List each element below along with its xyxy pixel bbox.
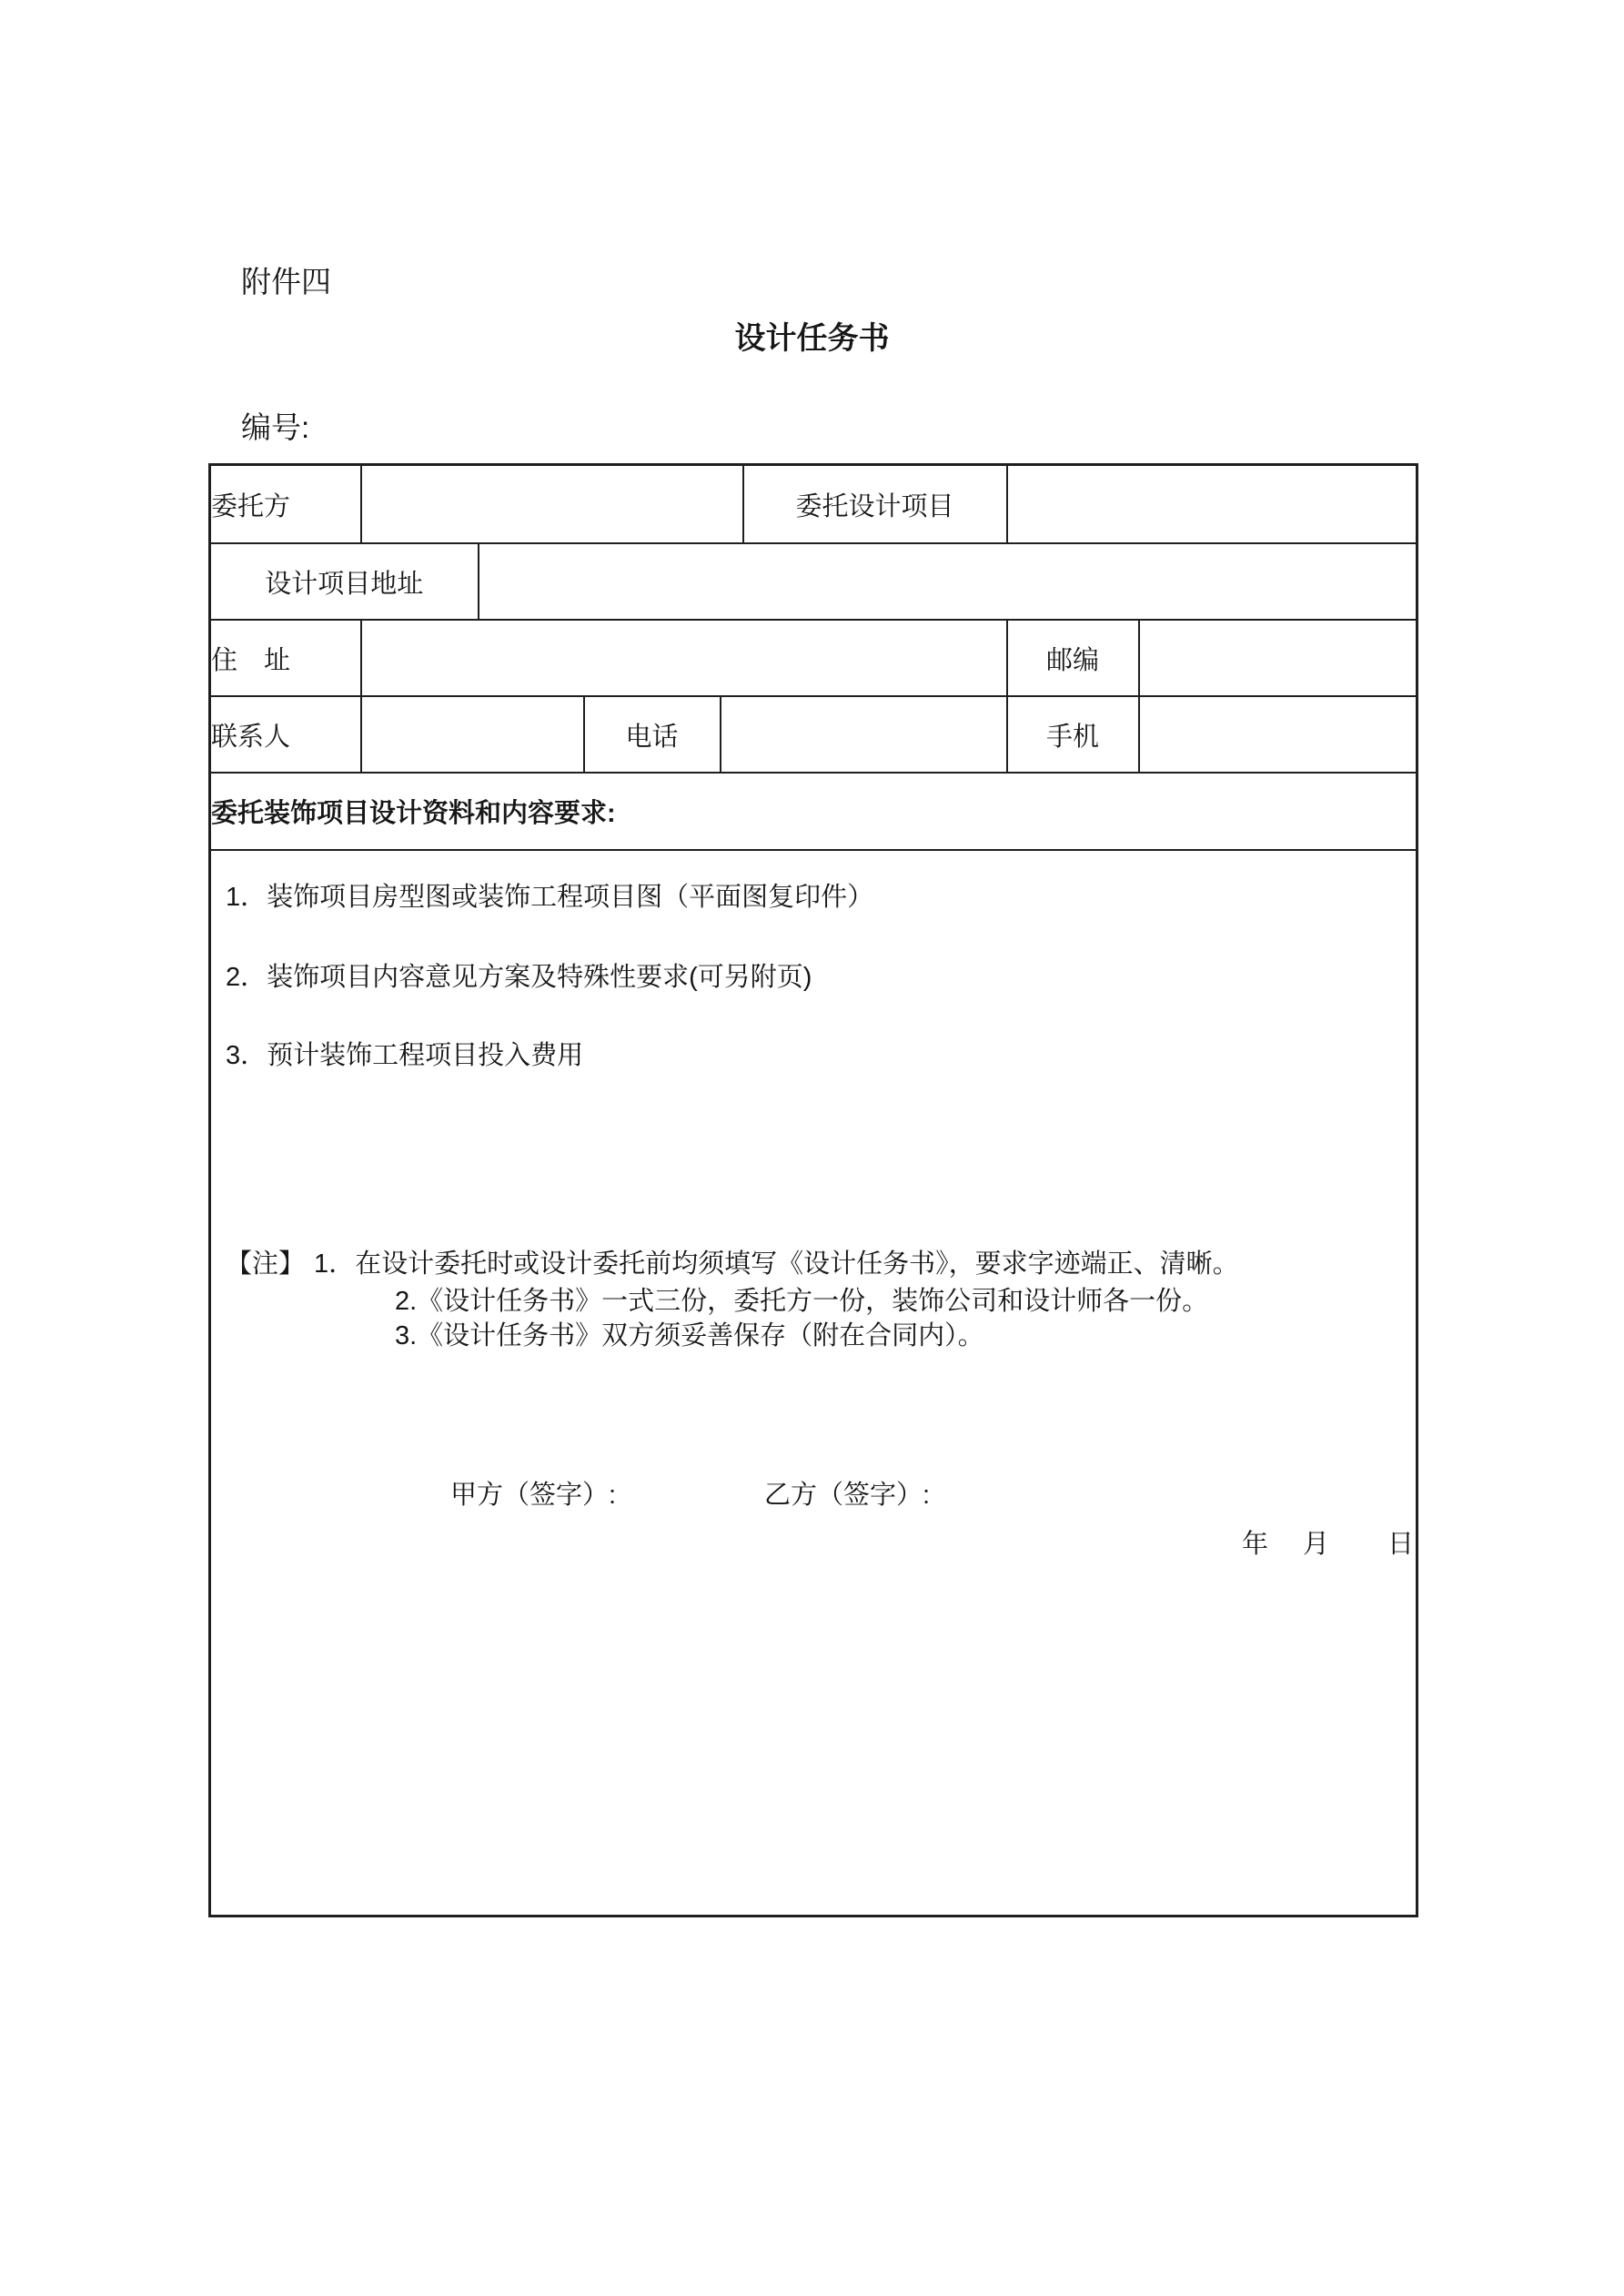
table-row [210, 620, 1417, 696]
phone-label: 电话 [584, 696, 721, 773]
serial-number-label: 编号: [241, 410, 310, 444]
requirements-content-cell[interactable] [210, 850, 1417, 1917]
project-label: 委托设计项目 [743, 465, 1007, 544]
requirement-item-1: 1．装饰项目房型图或装饰工程项目图（平面图复印件） [226, 883, 874, 912]
mobile-label: 手机 [1007, 696, 1139, 773]
table-row [210, 696, 1417, 773]
postcode-label: 邮编 [1007, 620, 1139, 696]
residence-label: 住 址 [210, 620, 361, 696]
site-address-label: 设计项目地址 [210, 543, 479, 620]
note-tag: 【注】 [226, 1249, 306, 1279]
contact-field[interactable] [361, 696, 584, 773]
note-line-2: 2.《设计任务书》一式三份，委托方一份，装饰公司和设计师各一份。 [395, 1287, 1209, 1316]
party-b-signature-label: 乙方（签字）: [764, 1481, 931, 1510]
requirement-item-3: 3．预计装饰工程项目投入费用 [226, 1041, 584, 1070]
day-label: 日 [1387, 1530, 1415, 1559]
client-label: 委托方 [210, 465, 361, 544]
phone-field[interactable] [721, 696, 1007, 773]
requirements-header: 委托装饰项目设计资料和内容要求: [210, 773, 1417, 850]
table-row [210, 465, 1417, 544]
party-a-signature-label: 甲方（签字）: [450, 1481, 617, 1510]
date-line [1242, 1528, 1414, 1561]
month-label: 月 [1303, 1530, 1330, 1559]
contact-label: 联系人 [210, 696, 361, 773]
table-row [210, 850, 1417, 1917]
postcode-field[interactable] [1139, 620, 1417, 696]
requirement-item-2: 2．装饰项目内容意见方案及特殊性要求(可另附页) [226, 963, 812, 992]
year-label: 年 [1242, 1530, 1269, 1559]
note-line-1 [226, 1248, 1239, 1280]
site-address-field[interactable] [479, 543, 1417, 620]
page-title: 设计任务书 [734, 321, 890, 356]
attachment-label: 附件四 [241, 265, 331, 298]
mobile-field[interactable] [1139, 696, 1417, 773]
note-text-1: 1．在设计委托时或设计委托前均须填写《设计任务书》，要求字迹端正、清晰。 [314, 1249, 1239, 1279]
design-task-form-table [208, 463, 1418, 1917]
client-field[interactable] [361, 465, 743, 544]
project-field[interactable] [1007, 465, 1417, 544]
table-row [210, 773, 1417, 850]
residence-field[interactable] [361, 620, 1007, 696]
note-line-3: 3.《设计任务书》双方须妥善保存（附在合同内）。 [395, 1321, 984, 1350]
table-row [210, 543, 1417, 620]
